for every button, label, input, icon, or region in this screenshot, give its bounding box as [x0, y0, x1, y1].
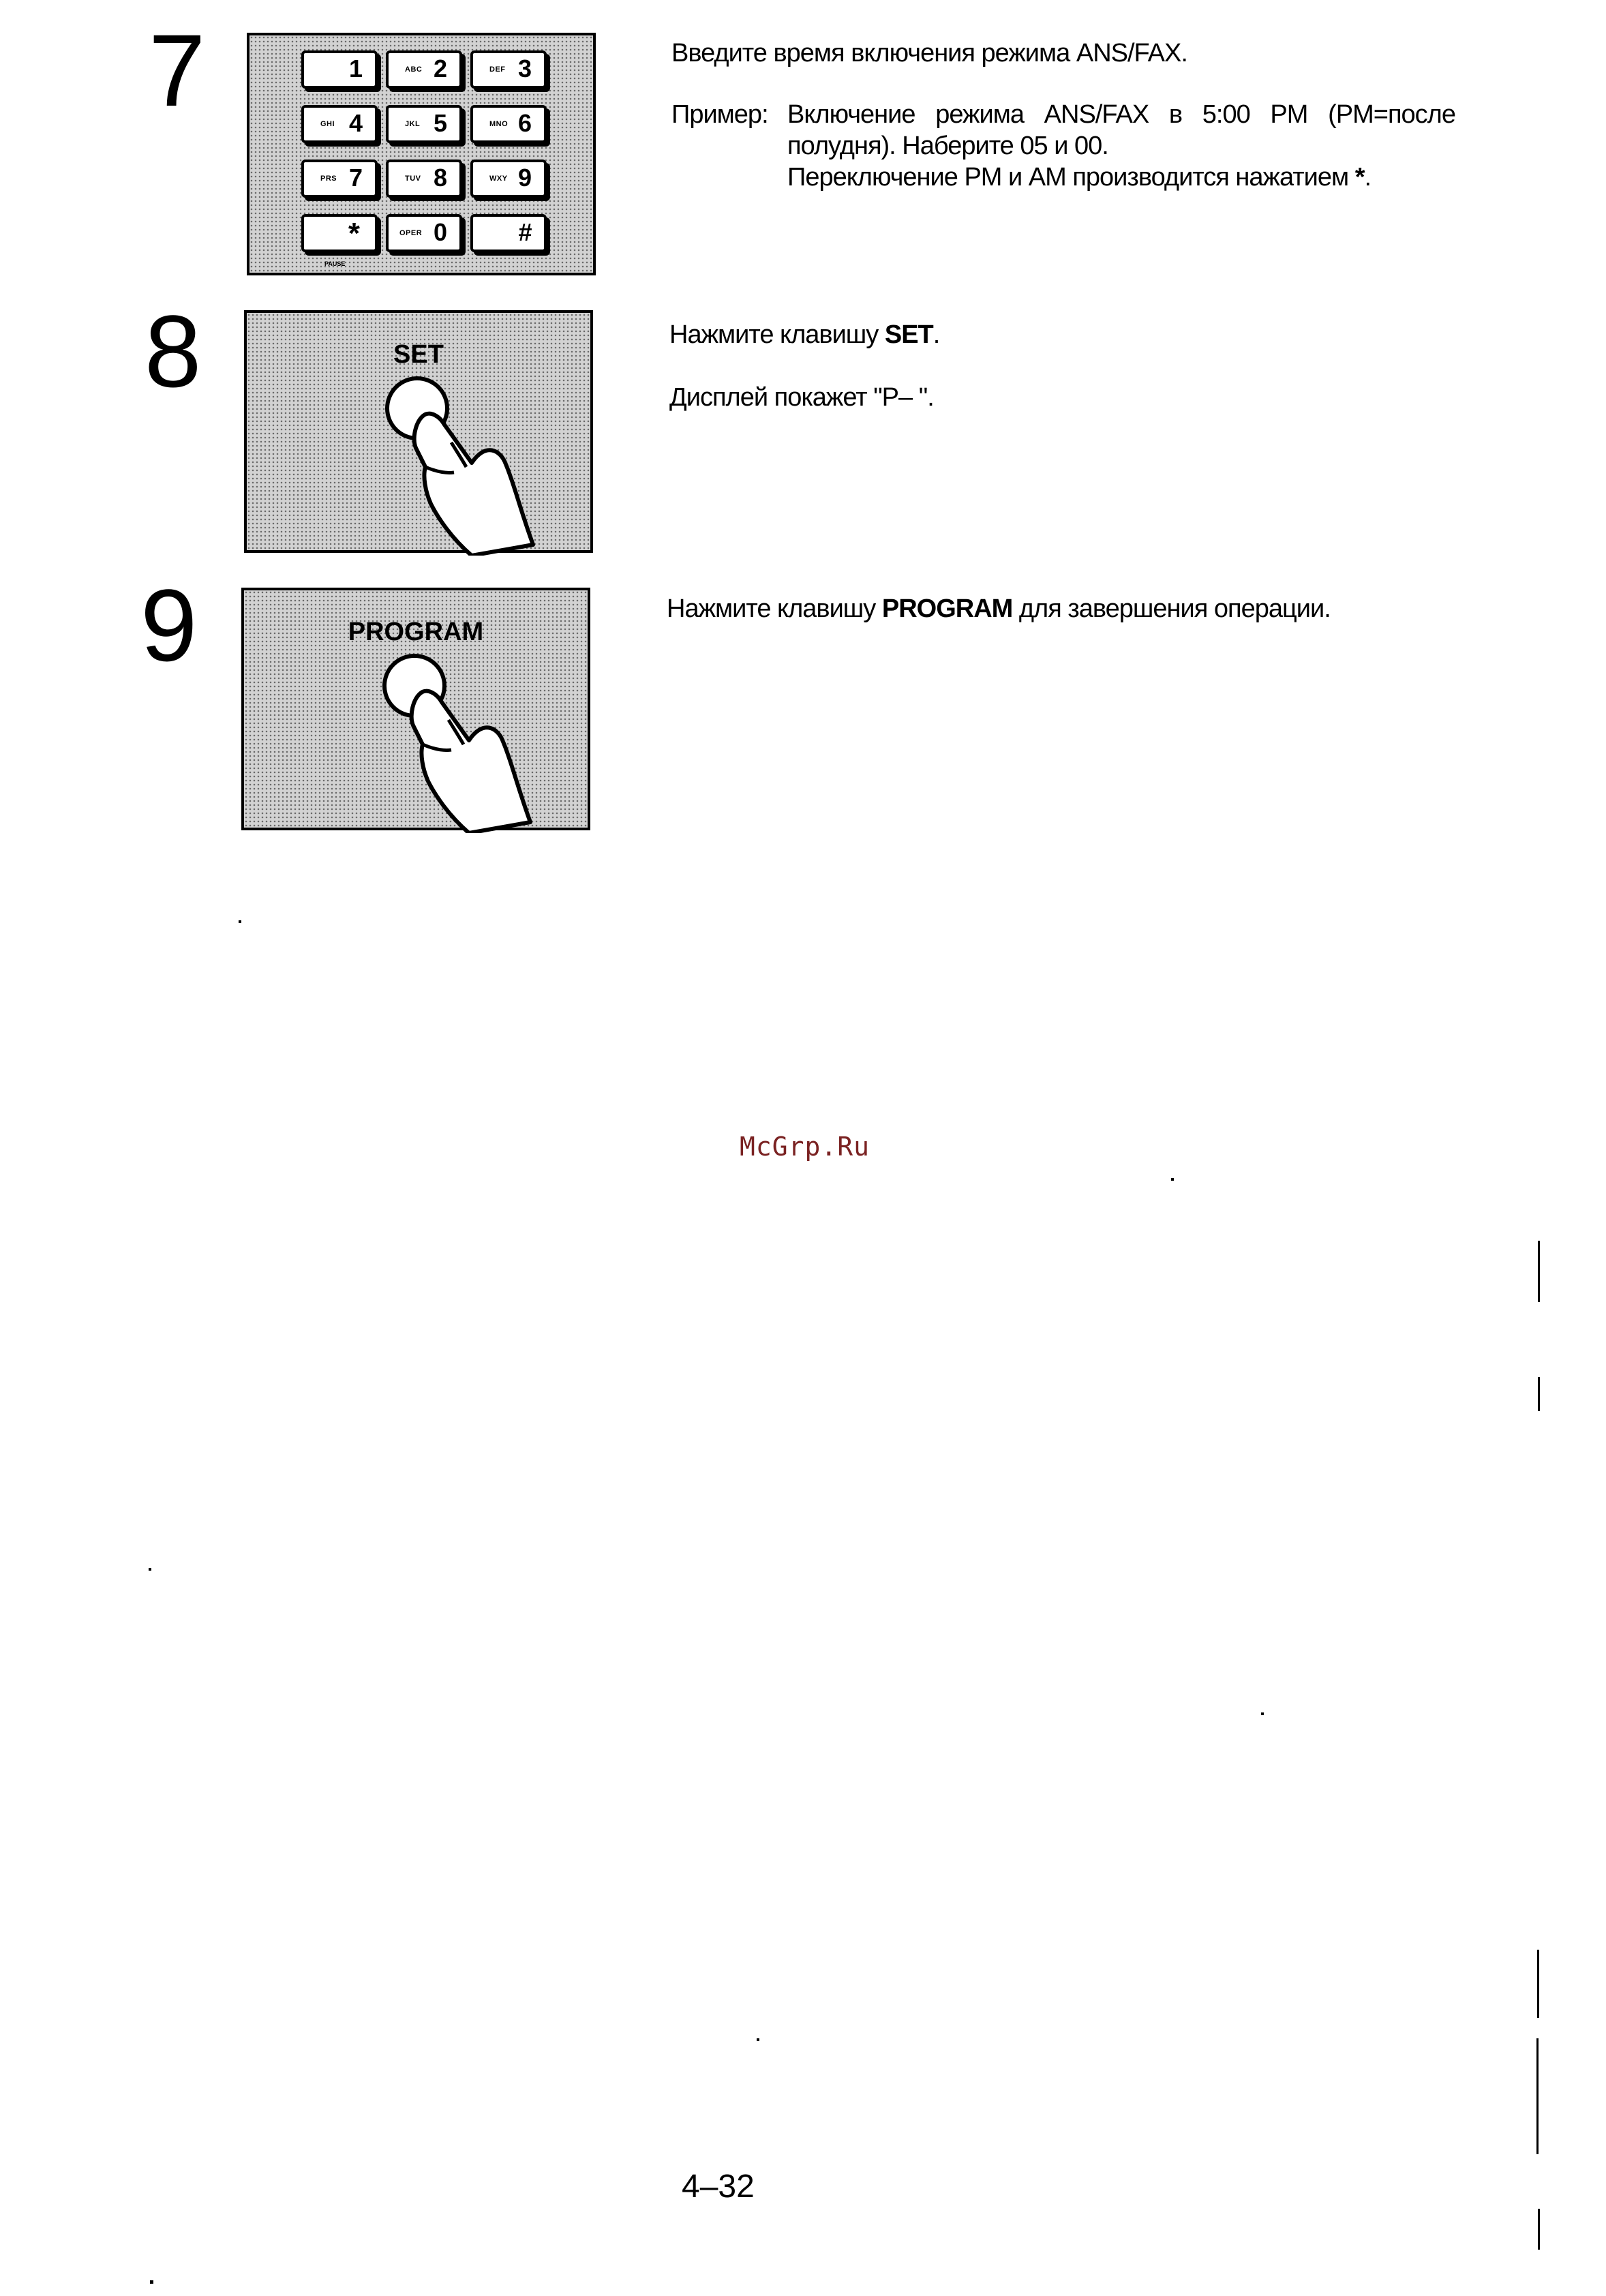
key-5-letters: JKL	[405, 120, 421, 128]
key-3	[470, 50, 547, 89]
key-8-digit: 8	[433, 164, 447, 192]
step-7-instruction: Введите время включения режима ANS/FAX.	[671, 39, 1187, 67]
key-6-letters: MNO	[489, 120, 509, 128]
program-button-illustration	[241, 588, 590, 830]
key-6	[470, 105, 547, 143]
scan-artifact	[149, 1568, 151, 1571]
page-number: 4–32	[682, 2169, 755, 2205]
star-key-mark: *	[1354, 163, 1365, 192]
scan-artifact	[239, 920, 241, 923]
key-1	[301, 50, 378, 89]
scan-artifact	[1536, 2038, 1539, 2154]
key-0-letters: OPER	[399, 229, 423, 237]
set-key-mention: SET	[884, 320, 933, 349]
step-9-instruction-prefix: Нажмите клавишу	[667, 594, 882, 623]
step-8-instruction	[669, 319, 939, 350]
step-number-7: 7	[149, 13, 206, 127]
step-8-display-text: Дисплей покажет "P– ".	[669, 383, 934, 412]
scan-artifact	[150, 2280, 153, 2284]
pressing-hand-icon	[244, 590, 593, 833]
key-9-digit: 9	[517, 164, 532, 192]
scan-artifact	[1538, 1241, 1540, 1302]
keypad-illustration	[247, 33, 596, 275]
example-line-3	[787, 162, 1455, 193]
key-8-letters: TUV	[405, 175, 421, 183]
key-2-digit: 2	[433, 55, 447, 82]
example-body	[787, 99, 1455, 193]
scan-artifact	[1261, 1712, 1264, 1715]
example-line-2: полудня). Наберите 05 и 00.	[787, 132, 1108, 160]
key-5	[386, 105, 462, 143]
key-4	[301, 105, 378, 143]
step-8-instruction-prefix: Нажмите клавишу	[669, 320, 885, 349]
key-3-digit: 3	[517, 55, 532, 82]
watermark: McGrp.Ru	[740, 1132, 870, 1162]
key-4-letters: GHI	[320, 120, 335, 128]
key-9-letters: WXY	[489, 175, 508, 183]
key-star	[301, 214, 378, 252]
scan-artifact	[1538, 2209, 1540, 2250]
set-button-illustration	[244, 310, 593, 553]
key-7-letters: PRS	[320, 175, 337, 183]
key-7	[301, 160, 378, 198]
example-line-3-prefix: Переключение PM и AM производится нажатием	[787, 163, 1349, 192]
scan-artifact	[1171, 1178, 1174, 1181]
key-2-letters: ABC	[405, 65, 423, 74]
example-line-1: Включение режима ANS/FAX в 5:00 PM (PM=после	[787, 100, 1455, 129]
scan-artifact	[757, 2038, 759, 2041]
key-9	[470, 160, 547, 198]
key-7-digit: 7	[348, 164, 363, 192]
key-5-digit: 5	[433, 109, 447, 137]
key-0-digit: 0	[433, 218, 447, 246]
key-2	[386, 50, 462, 89]
example-line-3-suffix: .	[1364, 163, 1372, 192]
set-button-label: SET	[393, 340, 444, 369]
key-8	[386, 160, 462, 198]
step-9-instruction-suffix: для завершения операции.	[1012, 594, 1331, 623]
scan-artifact	[1537, 1950, 1539, 2018]
key-star-digit: *	[348, 217, 360, 250]
key-hash-digit: #	[517, 218, 532, 246]
program-key-mention: PROGRAM	[881, 594, 1013, 623]
program-button-label: PROGRAM	[348, 618, 484, 646]
example-label: Пример:	[671, 100, 768, 129]
step-number-8: 8	[145, 294, 202, 408]
pause-label: PAUSE	[324, 260, 346, 267]
key-6-digit: 6	[517, 109, 532, 137]
step-8-instruction-suffix: .	[933, 320, 940, 349]
key-1-digit: 1	[348, 55, 363, 82]
step-9-instruction	[667, 593, 1331, 624]
key-4-digit: 4	[348, 109, 363, 137]
key-3-letters: DEF	[489, 65, 506, 74]
key-0	[386, 214, 462, 252]
scan-artifact	[1538, 1377, 1540, 1411]
step-number-9: 9	[140, 568, 198, 682]
pressing-hand-icon	[247, 313, 596, 556]
key-hash	[470, 214, 547, 252]
